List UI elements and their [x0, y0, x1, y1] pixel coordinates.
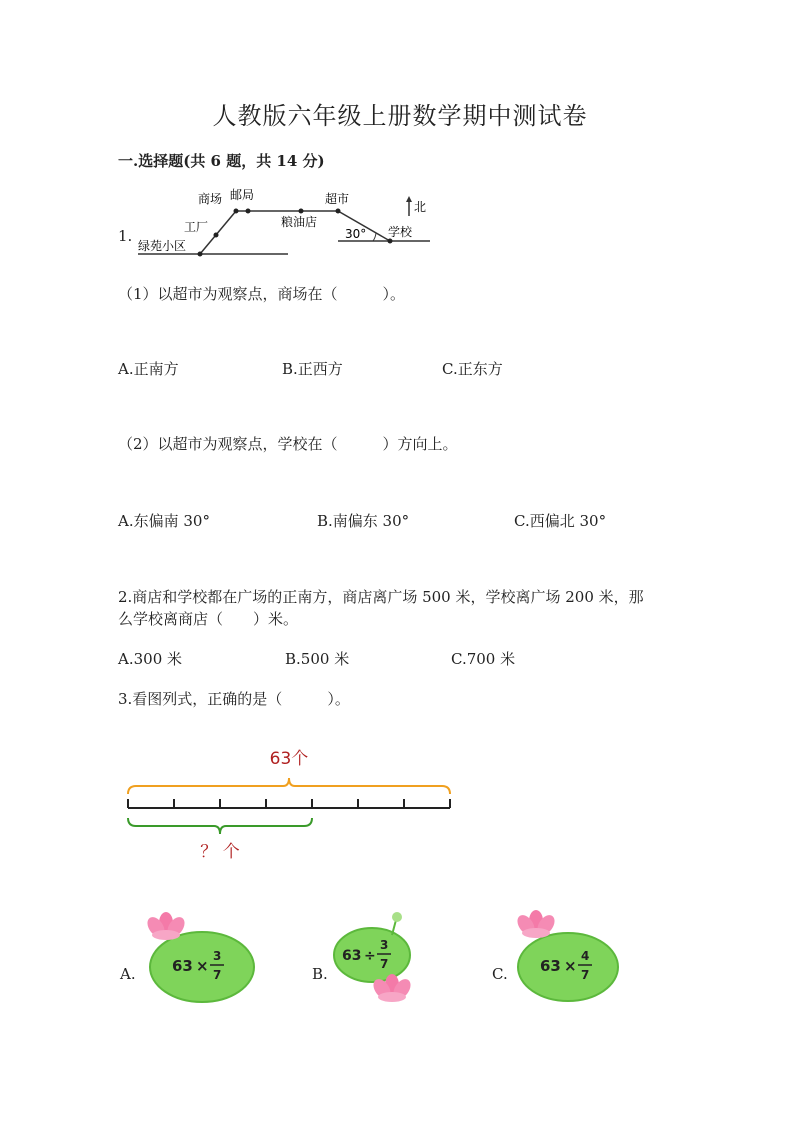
q2-option-a[interactable]: A.300 米 [118, 650, 182, 668]
expr-op: × [196, 957, 209, 975]
label-part: ？ 个 [200, 842, 240, 862]
q3-option-a-letter[interactable]: A. [120, 965, 136, 983]
expr-num: 3 [380, 938, 389, 952]
expr-op: × [564, 957, 577, 975]
expr-den: 7 [581, 968, 590, 982]
point-post [246, 209, 251, 214]
label-school: 学校 [388, 225, 413, 239]
expr-left: 63 [342, 948, 362, 964]
segment-diagram [118, 740, 468, 870]
label-post: 邮局 [230, 188, 255, 202]
brace-part [128, 818, 312, 834]
segment-line [128, 799, 450, 808]
label-factory: 工厂 [184, 220, 209, 234]
q3-option-b-letter[interactable]: B. [312, 965, 328, 983]
q1-2-option-c[interactable]: C.西偏北 30° [514, 512, 607, 530]
question-1-2-text: （2）以超市为观察点，学校在（ ）方向上。 [118, 435, 458, 453]
question-1-1-text: （1）以超市为观察点，商场在（ ）。 [118, 285, 406, 303]
north-arrow-head [406, 196, 412, 202]
section-heading: 一.选择题(共 6 题，共 14 分) [118, 152, 325, 170]
direction-map [118, 186, 448, 266]
question-3-text: 3.看图列式，正确的是（ ）。 [118, 690, 350, 708]
page-title: 人教版六年级上册数学期中测试卷 [212, 102, 588, 130]
q1-2-option-a[interactable]: A.东偏南 30° [118, 512, 210, 530]
brace-total [128, 778, 450, 794]
expr-den: 7 [213, 968, 222, 982]
point-grain [299, 209, 304, 214]
q3-option-b-pad[interactable] [330, 905, 450, 1005]
question-2-line1: 2.商店和学校都在广场的正南方，商店离广场 500 米，学校离广场 200 米，那 [118, 588, 644, 606]
point-factory [214, 233, 219, 238]
label-supermarket: 超市 [325, 192, 350, 206]
q3-option-c-letter[interactable]: C. [492, 965, 508, 983]
point-residence [198, 252, 203, 257]
q2-option-c[interactable]: C.700 米 [451, 650, 516, 668]
expr-left: 63 [172, 957, 193, 975]
q3-option-c-pad[interactable] [510, 905, 630, 1005]
label-shopping: 商场 [198, 192, 223, 206]
question-1-number: 1. [118, 227, 133, 245]
angle-arc [373, 233, 376, 241]
point-supermarket [336, 209, 341, 214]
q3-option-a-pad[interactable] [140, 905, 260, 1005]
q1-2-option-b[interactable]: B.南偏东 30° [317, 512, 410, 530]
q2-option-b[interactable]: B.500 米 [285, 650, 350, 668]
point-shopping [234, 209, 239, 214]
expr-op: ÷ [364, 948, 376, 964]
label-angle: 30° [345, 227, 367, 241]
q1-1-option-a[interactable]: A.正南方 [118, 360, 179, 378]
label-north: 北 [414, 200, 427, 214]
question-2-line2: 么学校离商店（ ）米。 [118, 610, 299, 628]
expr-num: 3 [213, 949, 222, 963]
bud-icon [392, 912, 402, 935]
expr-left: 63 [540, 957, 561, 975]
expr-num: 4 [581, 949, 590, 963]
q1-1-option-c[interactable]: C.正东方 [442, 360, 503, 378]
expr-den: 7 [380, 957, 389, 971]
label-total: 63个 [269, 749, 309, 769]
point-school [388, 239, 393, 244]
label-grain: 粮油店 [281, 215, 318, 229]
q1-1-option-b[interactable]: B.正西方 [282, 360, 343, 378]
label-residence: 绿苑小区 [138, 239, 187, 253]
